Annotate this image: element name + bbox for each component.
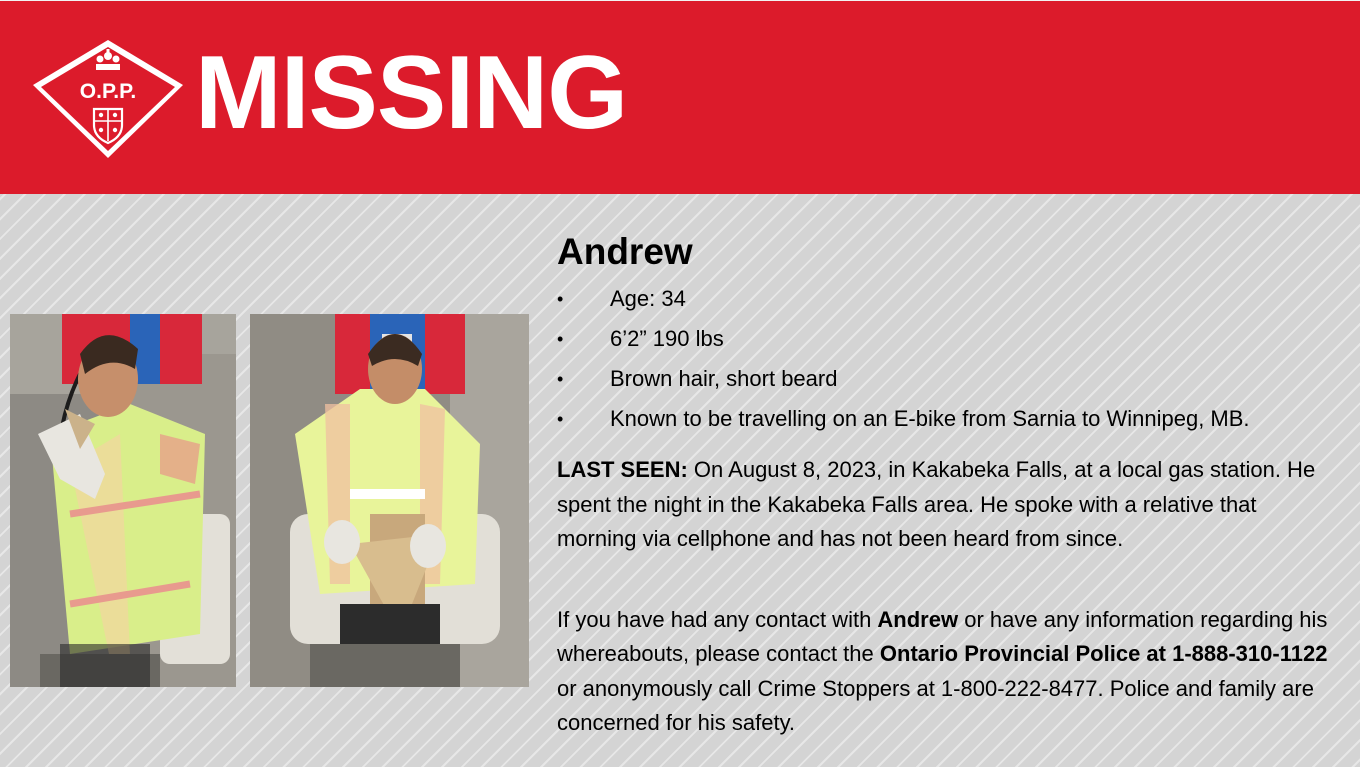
contact-text-3: or anonymously call Crime Stoppers at 1-800-222-8477. Police and family are concerned for his safety.	[557, 675, 1314, 735]
bullet-icon: •	[557, 369, 564, 389]
last-seen-text: On August 8, 2023, in Kakabeka Falls, at a local gas station. He spent the night in the Kakabeka Falls area. He spoke with a relative that morning via cellphone and has not been heard from since.	[557, 457, 1316, 551]
bullet-icon: •	[557, 329, 564, 349]
list-item	[557, 326, 1337, 366]
missing-headline: MISSING	[195, 35, 628, 151]
police-contact: Ontario Provincial Police at 1-888-310-1122	[879, 641, 1328, 666]
opp-badge-logo	[30, 37, 186, 161]
detail-appearance: Brown hair, short beard	[610, 366, 838, 391]
info-panel	[557, 226, 1337, 741]
header-banner	[0, 0, 1360, 194]
bullet-icon: •	[557, 289, 564, 309]
detail-travel: Known to be travelling on an E-bike from Sarnia to Winnipeg, MB.	[610, 406, 1250, 431]
details-list	[557, 286, 1337, 446]
detail-height-weight: 6’2” 190 lbs	[610, 326, 724, 351]
contact-text-1: If you have had any contact with	[557, 606, 878, 632]
person-name: Andrew	[557, 231, 693, 272]
logo-text: O.P.P.	[79, 80, 137, 103]
detail-age: Age: 34	[610, 286, 686, 311]
last-seen-label: LAST SEEN:	[557, 457, 688, 482]
surveillance-photo-left	[10, 314, 236, 687]
bullet-icon: •	[557, 409, 564, 429]
list-item	[557, 286, 1337, 326]
surveillance-photo-right	[250, 314, 529, 687]
list-item	[557, 366, 1337, 406]
contact-name: Andrew	[877, 606, 959, 632]
list-item	[557, 406, 1337, 446]
contact-text-2: or have any information regarding his whereabouts, please contact the	[557, 606, 1328, 666]
last-seen-paragraph	[557, 453, 1337, 557]
contact-paragraph	[557, 603, 1337, 741]
